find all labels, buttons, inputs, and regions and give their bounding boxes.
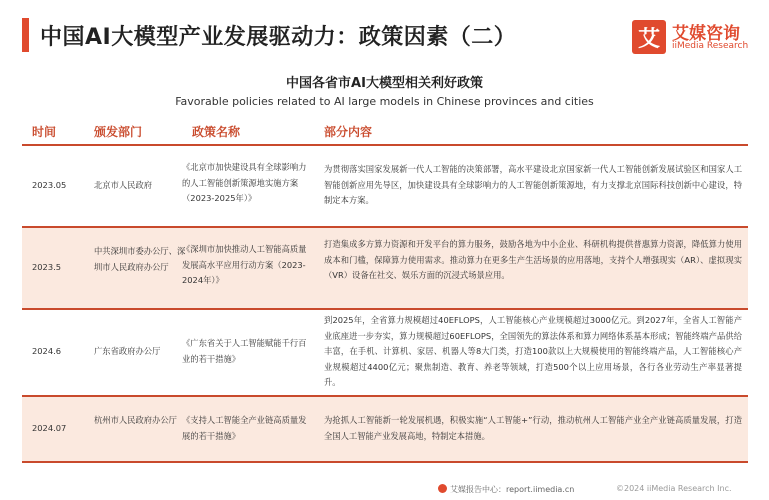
header-content: 部分内容 bbox=[324, 125, 373, 139]
header-time: 时间 bbox=[32, 125, 57, 139]
table-title-cn: 中国各省市AI大模型相关利好政策 bbox=[286, 76, 483, 91]
logo-name-en: iiMedia Research bbox=[672, 41, 749, 51]
header-dept: 颁发部门 bbox=[94, 125, 143, 139]
policy-table bbox=[22, 118, 748, 463]
table-row bbox=[22, 146, 748, 228]
header-name: 政策名称 bbox=[192, 125, 241, 139]
row-time: 2024.07 bbox=[32, 423, 67, 433]
row-policy-name: 《北京市加快建设具有全球影响力的人工智能创新策源地实施方案（2023-2025年）》 bbox=[182, 162, 307, 203]
logo-name-cn: 艾媒咨询 bbox=[672, 24, 740, 44]
row-content: 到2025年，全省算力规模超过40EFLOPS，人工智能核心产业规模超过3000亿元。到2027年，全省人工智能产业底座进一步夯实，算力规模超过60EFLOPS，全国领先的算法体系和算力网络体系基本形成；智能终端产品供给丰富，在手机、计算机、家居、机器人等8大门类，打造100款以上大规模使用的智能终端产品，人工智能核心产业规模超过4400亿元；聚焦制造、教育、养老等领域，打造500个以上应用场景，各行各业劳动生产率显著提升。 bbox=[324, 315, 742, 387]
table-title-en: Favorable policies related to AI large models in Chinese provinces and cities bbox=[175, 95, 594, 108]
logo-mark-icon: 艾 bbox=[632, 20, 666, 54]
footer-source bbox=[438, 484, 574, 495]
row-time: 2023.5 bbox=[32, 262, 62, 272]
page-title: 中国AI大模型产业发展驱动力：政策因素（二） bbox=[40, 25, 517, 50]
title-accent-bar bbox=[22, 18, 29, 52]
row-dept: 杭州市人民政府办公厅 bbox=[94, 415, 177, 425]
row-time: 2024.6 bbox=[32, 346, 62, 356]
brand-logo bbox=[632, 18, 762, 58]
row-dept: 中共深圳市委办公厅、深圳市人民政府办公厅 bbox=[94, 246, 186, 272]
row-policy-name: 《深圳市加快推动人工智能高质量发展高水平应用行动方案（2023-2024年）》 bbox=[182, 244, 307, 285]
footer bbox=[0, 482, 769, 500]
row-policy-name: 《广东省关于人工智能赋能千行百业的若干措施》 bbox=[182, 338, 307, 364]
table-row bbox=[22, 228, 748, 310]
report-center-icon bbox=[438, 484, 447, 493]
row-policy-name: 《支持人工智能全产业链高质量发展的若干措施》 bbox=[182, 415, 307, 441]
footer-copyright: ©2024 iiMedia Research Inc. bbox=[616, 484, 732, 493]
table-row bbox=[22, 397, 748, 463]
row-dept: 北京市人民政府 bbox=[94, 180, 153, 190]
row-content: 为贯彻落实国家发展新一代人工智能的决策部署，高水平建设北京国家新一代人工智能创新发展试验区和国家人工智能创新应用先导区，加快建设具有全球影响力的人工智能创新策源地，有力支撑北京国际科技创新中心建设，特制定本方案。 bbox=[324, 164, 742, 205]
footer-source-text: 艾媒报告中心：report.iimedia.cn bbox=[450, 485, 575, 494]
table-header bbox=[22, 118, 748, 146]
row-time: 2023.05 bbox=[32, 180, 67, 190]
row-dept: 广东省政府办公厅 bbox=[94, 346, 161, 356]
row-content: 打造集成多方算力资源和开发平台的算力服务，鼓励各地为中小企业、科研机构提供普惠算力资源，降低算力使用成本和门槛，保障算力使用需求。推动算力在更多生产生活场景的应用落地，支持个人增强现实（AR）、虚拟现实（VR）设备在社交、娱乐方面的沉浸式场景应用。 bbox=[324, 239, 742, 280]
row-content: 为抢抓人工智能新一轮发展机遇，积极实施“人工智能+”行动，推动杭州人工智能产业全产业链高质量发展，打造全国人工智能产业发展高地，特制定本措施。 bbox=[324, 415, 742, 441]
table-row bbox=[22, 310, 748, 397]
